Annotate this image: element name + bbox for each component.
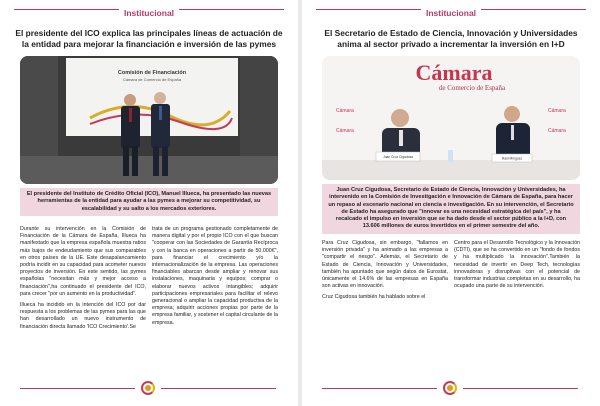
footer-rule-left: [20, 388, 135, 389]
camara-logo-icon: [443, 381, 457, 395]
banner-small: Cámara: [548, 128, 566, 134]
photo-scene: [20, 56, 278, 184]
section-label: Institucional: [0, 8, 298, 18]
banner-sub: de Comercio de España: [438, 84, 506, 92]
article-photo: [322, 56, 580, 180]
screen-subtitle: Cámara de Comercio de España: [122, 77, 182, 82]
article-title: El Secretario de Estado de Ciencia, Innovación y Universidades anima al sector privado a incrementar la inversión en I+D: [324, 28, 578, 49]
paragraph: Cruz Cigudosa también ha hablado sobre el: [322, 294, 426, 301]
text-column-1: [322, 240, 448, 306]
paragraph: Durante su intervención en la Comisión de Financiación de la Cámara de España, Illueca ha manifestado que la empresa española muestra ratios más bajos de endeudamiento que sus comparables en otros países de la UE. Este desapalancamiento podría incidir en su capacidad para acometer nuevos proyectos de inversión. En este sentido, las pymes españolas "necesitan más y mejor acceso a financiación",ha continuado el presidente del ICO, para crecer "por un aumento en la productividad".: [20, 226, 146, 297]
screen-title: Comisión de Financiación: [117, 70, 187, 76]
article-photo: [20, 56, 278, 184]
text-column-2: [454, 240, 580, 294]
nameplate-left: Juan Cruz Cigudosa: [383, 155, 413, 159]
banner-small: Cámara: [336, 128, 354, 134]
text-column-2: [152, 226, 278, 331]
left-page: [0, 0, 298, 406]
camara-logo-icon: [141, 381, 155, 395]
footer-rule-right: [463, 388, 578, 389]
article-title: El presidente del ICO explica las principales líneas de actuación de la entidad para mejorar la financiación e inversión de las pymes: [15, 28, 283, 49]
paragraph: Para Cruz Cigudosa, sin embargo, "fallamos en inversión privada" y ha animado a las empresas a "compartir el riesgo". Además, el Secretario de Estado de Ciencia, Innovación y Universidades, también ha apuntado que según datos de Eurostat, únicamente el 14.6% de las empresas en España son activas en innovación.: [322, 240, 448, 290]
banner-small: Cámara: [336, 108, 354, 114]
paragraph: Illueca ha incidido en la intención del ICO por dar respuesta a los problemas de las pymes para las que han desarrollado un nuevo instrumento de financiación directa llamado 'ICO Crecimiento'.Se: [20, 302, 146, 330]
photo-caption: Juan Cruz Cigudosa, Secretario de Estado de Ciencia, Innovación y Universidades, ha intervenido en la Comisión de Investigación e Innovación de Cámara de España, para hacer un repaso al escenario nacional en ciencia e investigación. En su intervención, el Secretario de Estado ha asegurado que "innovar es una necesidad estratégica del país", y ha recalcado el impulso en inversión que se ha dado desde el sector público a la I+D, con 13.606 millones de euros invertidos en el primer semestre del año.: [322, 184, 580, 234]
photo-caption: El presidente del Instituto de Crédito Oficial (ICO), Manuel Illueca, ha presentado las nuevas herramientas de la entidad para ayudar a las pymes a mejorar su competitividad, su escalabilidad y su salto a los mercados exteriores.: [20, 188, 278, 216]
footer-rule-left: [322, 388, 437, 389]
section-label: Institucional: [302, 8, 600, 18]
right-page: [302, 0, 600, 406]
footer-rule-right: [161, 388, 276, 389]
text-column-1: [20, 226, 146, 335]
photo-scene: [322, 56, 580, 180]
paragraph: Centro para el Desarrollo Tecnológico y la Innovación (CDTI), que se ha convertido en un "fondo de fondos y ha multiplicado la innovación".También la necesidad de invertir en Deep Tech, tecnologías innovadoras y disruptivas con el potencial de transformar industrias completas en su desarrollo, ha ocupado una parte de su intervención.: [454, 240, 580, 290]
paragraph: trata de un programa gestionado completamente de manera digital y por el propio ICO con el que buscan "cooperar con las Sociedades de Garantía Recíproca y con la banca en operaciones a partir de 50.000€", para financiar el crecimiento y/o la internacionalización de la empresa. Las operaciones financiables abarcan desde ampliar y renovar sus instalaciones, maquinaria y equipos; comprar o elaborar nuevos activos intangibles; adquirir participaciones empresariales para facilitar el relevo generacional o ampliar la capacidad productiva de la empresa; adquirir acciones propias por parte de la empresa familiar, y sostener el capital circulante de la empresa.: [152, 226, 278, 326]
banner-main: Cámara: [415, 60, 493, 85]
nameplate-right: Raúl Mínguez: [501, 156, 523, 161]
banner-small: Cámara: [548, 108, 566, 114]
